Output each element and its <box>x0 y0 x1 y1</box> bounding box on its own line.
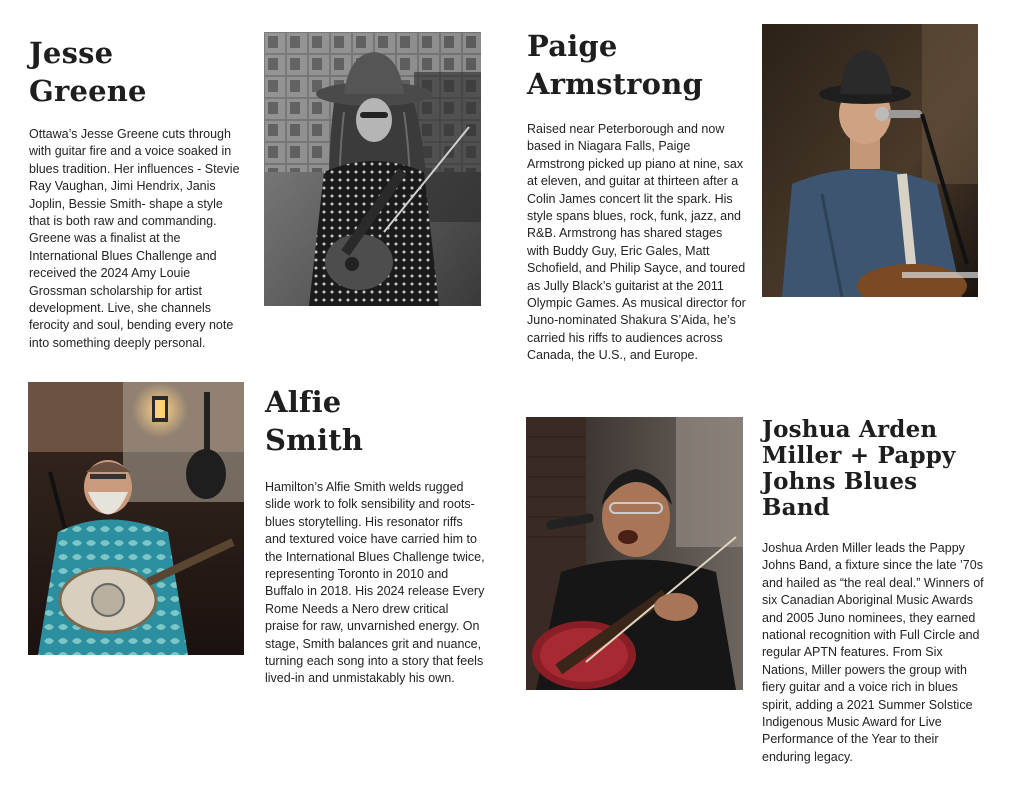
performer-bio: Joshua Arden Miller leads the Pappy Johns Band, a fixture since the late ’70s and hailed as “the real deal.” Winners of six Canadian Aboriginal Music Awards and 2005 Juno nominees, they earned national recognition with Full Circle and regular APTN features. From Six Nations, Miller powers the group with fiery guitar and a voice rich in blues spirit, adding a 2021 Summer Solstice Indigenous Music Award for Live Performance of the Year to their enduring legacy. <box>762 541 984 764</box>
performer-alfie-smith <box>265 383 485 688</box>
performer-name <box>29 34 244 110</box>
performer-bio: Raised near Peterborough and now based in Niagara Falls, Paige Armstrong picked up piano at nine, sax at eleven, and guitar at thirteen after a Colin James concert lit the spark. His style spans blues, rock, funk, jazz, and R&B. Armstrong has shared stages with Buddy Guy, Eric Gales, Matt Schofield, and Philip Sayce, and toured as Jully Black’s guitarist at the 2011 Olympic Games. As musical director for Juno-nominated Shakura S’Aida, he’s carried his riffs to audiences across Canada, the U.S., and Europe. <box>527 122 746 363</box>
performer-bio: Hamilton’s Alfie Smith welds rugged slide work to folk sensibility and roots-blues storytelling. His resonator riffs and textured voice have carried him to the International Blues Challenge twice, representing Toronto in 2010 and Buffalo in 2018. His 2024 release Every Rome Needs a Nero drew critical praise for raw, unvarnished energy. On stage, Smith balances grit and nuance, turning each song into a story that feels lived-in and unmistakably his own. <box>265 480 485 686</box>
paige-armstrong-photo <box>762 24 978 297</box>
name-line: Jesse <box>29 36 114 70</box>
performer-jesse-greene <box>29 34 244 352</box>
name-line: Armstrong <box>527 67 703 101</box>
performer-bio: Ottawa’s Jesse Greene cuts through with guitar fire and a voice soaked in blues tradition. Her influences - Stevie Ray Vaughan, Jimi Hendrix, Janis Joplin, Bessie Smith- shape a style that is both raw and commanding. Greene was a finalist at the International Blues Challenge and received the 2024 Amy Louie Grossman scholarship for artist development. Live, she channels ferocity and soul, bending every note into something deeply personal. <box>29 127 240 350</box>
name-line: Miller + Pappy <box>762 442 956 469</box>
name-line: Paige <box>527 29 618 63</box>
joshua-arden-miller-photo <box>526 417 743 690</box>
name-line: Smith <box>265 423 364 457</box>
name-line: Greene <box>29 74 147 108</box>
performer-name <box>762 417 987 521</box>
performer-paige-armstrong <box>527 27 747 365</box>
performer-name <box>527 27 747 103</box>
alfie-smith-photo <box>28 382 244 655</box>
name-line: Joshua Arden <box>762 416 938 443</box>
name-line: Johns Blues Band <box>762 468 918 521</box>
jesse-greene-photo <box>264 32 481 306</box>
performer-joshua-arden-miller <box>762 417 987 766</box>
performer-name <box>265 383 485 459</box>
name-line: Alfie <box>265 385 342 419</box>
